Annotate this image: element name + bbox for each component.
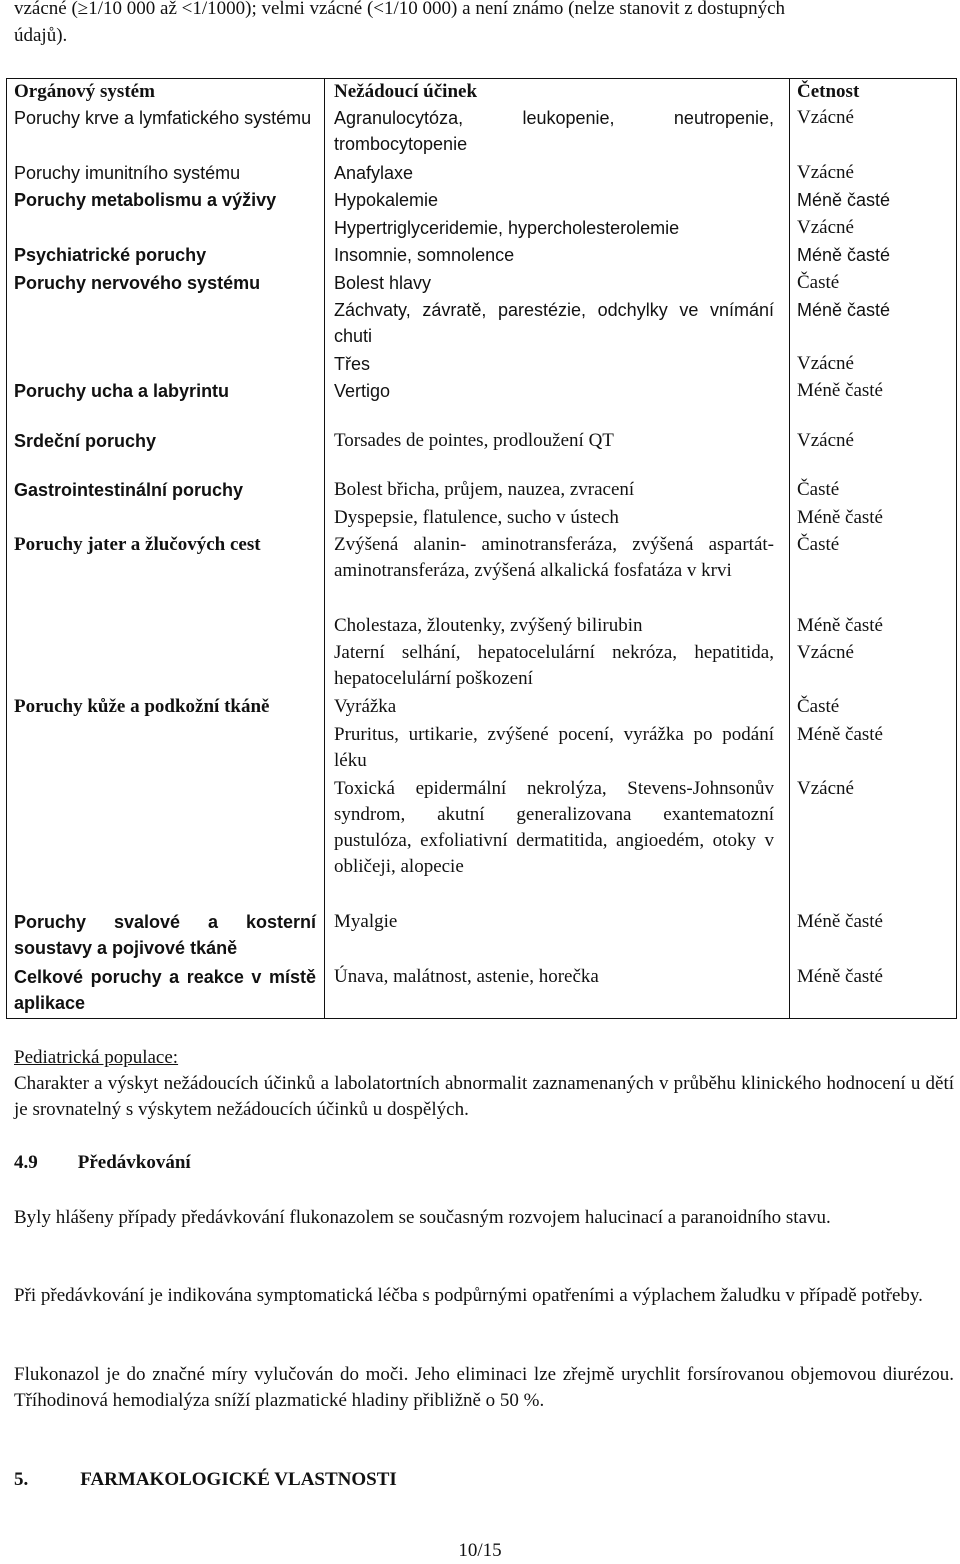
- frequency-cell: Časté: [797, 272, 840, 293]
- section-number: 4.9: [14, 1152, 38, 1173]
- table-divider-2: [789, 78, 790, 1019]
- frequency-cell: Méně časté: [797, 300, 891, 320]
- frequency-cell: Méně časté: [797, 615, 883, 636]
- effect-cell: Agranulocytóza, leukopenie, neutropenie, trombocytopenie: [334, 108, 774, 154]
- header-frequency: Četnost: [797, 81, 860, 102]
- pediatric-section: [14, 1045, 954, 1123]
- frequency-cell: Vzácné: [797, 217, 854, 238]
- table-border-left: [6, 78, 7, 1019]
- page-number: 10/15: [458, 1540, 502, 1561]
- pediatric-heading: Pediatrická populace:: [14, 1047, 179, 1068]
- overdose-paragraph-2: Při předávkování je indikována symptomatická léčba s podpůrnými opatřeními a výplachem žaludku v případě potřeby.: [14, 1285, 923, 1306]
- organ-cell: Poruchy nervového systému: [14, 273, 261, 293]
- table-header-row: [6, 78, 956, 105]
- organ-cell: Poruchy jater a žlučových cest: [14, 534, 261, 555]
- intro-line-2: údajů).: [14, 25, 68, 46]
- organ-cell: Poruchy metabolismu a výživy: [14, 190, 277, 210]
- effect-cell: Jaterní selhání, hepatocelulární nekróza, hepatitida, hepatocelulární poškození: [334, 642, 774, 689]
- effect-cell: Záchvaty, závratě, parestézie, odchylky ve vnímání chuti: [334, 300, 774, 346]
- organ-cell: Srdeční poruchy: [14, 431, 157, 451]
- effect-cell: Únava, malátnost, astenie, horečka: [334, 966, 599, 987]
- effect-cell: Myalgie: [334, 911, 398, 932]
- intro-line-1: vzácné (≥1/10 000 až <1/1000); velmi vzácné (<1/10 000) a není známo (nelze stanovit z dostupných: [14, 0, 786, 19]
- effect-cell: Bolest břicha, průjem, nauzea, zvracení: [334, 479, 635, 500]
- effect-cell: Vyrážka: [334, 696, 397, 717]
- frequency-cell: Vzácné: [797, 162, 854, 183]
- organ-cell: Psychiatrické poruchy: [14, 245, 207, 265]
- section-4-9-heading: [14, 1150, 191, 1176]
- organ-cell: Celkové poruchy a reakce v místě aplikace: [14, 967, 316, 1013]
- frequency-cell: Vzácné: [797, 353, 854, 374]
- effect-cell: Hypertriglyceridemie, hypercholesterolemie: [334, 218, 680, 238]
- frequency-cell: Časté: [797, 479, 840, 500]
- frequency-cell: Vzácné: [797, 107, 854, 128]
- section-5-heading: [14, 1467, 397, 1493]
- table-border-right: [956, 78, 957, 1019]
- frequency-cell: Méně časté: [797, 724, 883, 745]
- frequency-cell: Vzácné: [797, 642, 854, 663]
- frequency-cell: Vzácné: [797, 778, 854, 799]
- frequency-cell: Méně časté: [797, 380, 883, 401]
- organ-cell: Poruchy ucha a labyrintu: [14, 381, 230, 401]
- effect-cell: Zvýšená alanin- aminotransferáza, zvýšená aspartát- aminotransferáza, zvýšená alkalická fosfatáza v krvi: [334, 534, 774, 581]
- section-title: FARMAKOLOGICKÉ VLASTNOSTI: [80, 1469, 397, 1490]
- header-organ-system: Orgánový systém: [14, 81, 155, 102]
- table-border-top: [6, 78, 957, 79]
- effect-cell: Insomnie, somnolence: [334, 245, 515, 265]
- frequency-cell: Méně časté: [797, 190, 891, 210]
- header-adverse-effect: Nežádoucí účinek: [334, 81, 478, 102]
- effect-cell: Hypokalemie: [334, 190, 439, 210]
- frequency-cell: Časté: [797, 696, 840, 717]
- table-divider-1: [324, 78, 325, 1019]
- effect-cell: Toxická epidermální nekrolýza, Stevens-Johnsonův syndrom, akutní generalizovana exantematozní pustulóza, exfoliativní dermatitida, angioedém, otoky v obličeji, alopecie: [334, 778, 774, 877]
- frequency-cell: Méně časté: [797, 911, 883, 932]
- organ-cell: Poruchy imunitního systému: [14, 163, 241, 183]
- effect-cell: Bolest hlavy: [334, 273, 432, 293]
- organ-cell: Poruchy kůže a podkožní tkáně: [14, 696, 270, 717]
- frequency-cell: Časté: [797, 534, 840, 555]
- frequency-cell: Méně časté: [797, 966, 883, 987]
- effect-cell: Pruritus, urtikarie, zvýšené pocení, vyrážka po podání léku: [334, 724, 774, 771]
- frequency-cell: Méně časté: [797, 507, 883, 528]
- table-border-bottom: [6, 1018, 957, 1019]
- frequency-cell: Vzácné: [797, 430, 854, 451]
- effect-cell: Torsades de pointes, prodloužení QT: [334, 430, 614, 451]
- effect-cell: Dyspepsie, flatulence, sucho v ústech: [334, 507, 619, 528]
- frequency-cell: Méně časté: [797, 245, 891, 265]
- effect-cell: Anafylaxe: [334, 163, 414, 183]
- effect-cell: Cholestaza, žloutenky, zvýšený bilirubin: [334, 615, 643, 636]
- section-title: Předávkování: [77, 1152, 191, 1173]
- effect-cell: Vertigo: [334, 381, 391, 401]
- organ-cell: Poruchy svalové a kosterní soustavy a pojivové tkáně: [14, 912, 316, 958]
- overdose-paragraph-3: Flukonazol je do značné míry vylučován do moči. Jeho eliminaci lze zřejmě urychlit forsírovanou objemovou diurézou. Tříhodinová hemodialýza sníží plazmatické hladiny přibližně o 50 %.: [14, 1364, 954, 1411]
- organ-cell: Poruchy krve a lymfatického systému: [14, 108, 312, 128]
- organ-cell: Gastrointestinální poruchy: [14, 480, 244, 500]
- intro-text: [14, 0, 954, 49]
- section-number: 5.: [14, 1469, 29, 1490]
- pediatric-text: Charakter a výskyt nežádoucích účinků a labolatortních abnormalit zaznamenaných v průběhu klinického hodnocení u dětí je srovnatelný s výskytem nežádoucích účinků u dospělých.: [14, 1073, 954, 1120]
- effect-cell: Třes: [334, 354, 370, 374]
- overdose-paragraph-1: Byly hlášeny případy předávkování flukonazolem se současným rozvojem halucinací a paranoidního stavu.: [14, 1207, 831, 1228]
